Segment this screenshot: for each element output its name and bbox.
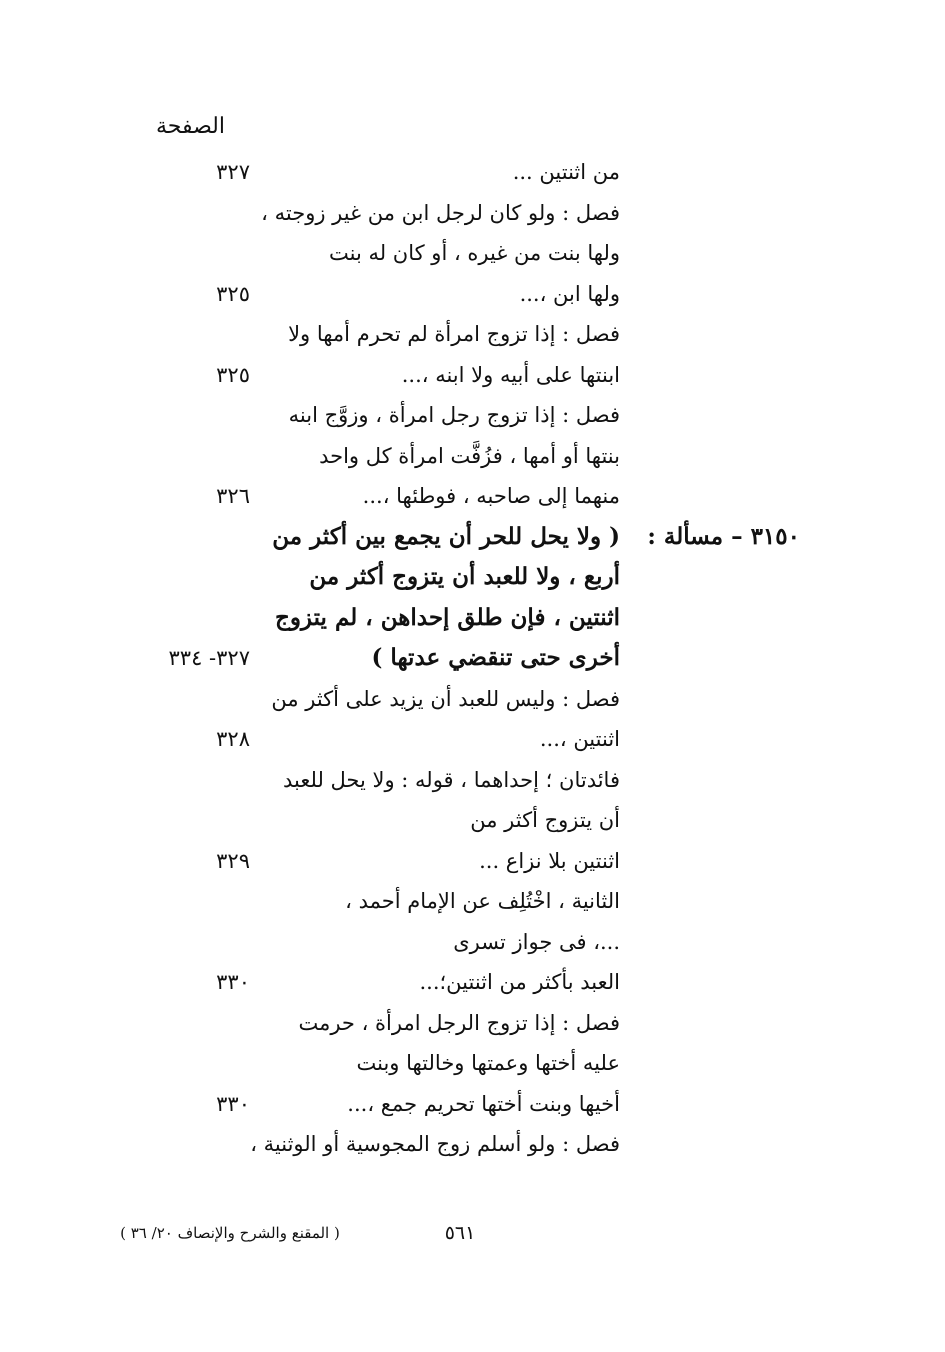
index-entry-text: بنتها أو أمها ، فزُفَّت امرأة كل واحد xyxy=(319,443,620,468)
index-entry-text: اثنتين ،... xyxy=(539,727,620,751)
issue-number: ٣١٥٠ – مسألة : xyxy=(647,522,800,550)
index-entries xyxy=(0,152,945,1165)
index-page-ref: ٣٢٦ xyxy=(216,484,250,508)
index-line xyxy=(0,233,945,274)
index-entry-text: أخيها وبنت أختها تحريم جمع ،... xyxy=(347,1091,620,1116)
index-line xyxy=(0,476,945,517)
index-entry-text: أن يتزوج أكثر من xyxy=(470,808,620,832)
index-entry-text: ولها بنت من غيره ، أو كان له بنت xyxy=(329,241,620,265)
index-entry-text: فصل : ولو كان لرجل ابن من غير زوجته ، xyxy=(261,200,620,225)
index-line xyxy=(0,436,945,477)
index-line xyxy=(0,557,945,598)
index-entry-text: عليه أختها وعمتها وخالتها وبنت xyxy=(356,1051,620,1075)
index-line xyxy=(0,1003,945,1044)
index-line xyxy=(0,841,945,882)
index-entry-text: اثنتين ، فإن طلق إحداهن ، لم يتزوج xyxy=(274,603,620,631)
index-entry-text: ابنتها على أبيه ولا ابنه ،... xyxy=(401,362,620,387)
index-entry-text: الثانية ، اخْتُلِف عن الإمام أحمد ، xyxy=(345,889,620,913)
index-line xyxy=(0,1084,945,1125)
index-entry-text: ( ولا يحل للحر أن يجمع بين أكثر من xyxy=(272,522,620,550)
index-line xyxy=(0,395,945,436)
source-reference: ( المقنع والشرح والإنصاف ٢٠/ ٣٦ ) xyxy=(120,1224,340,1242)
index-entry-text: أربع ، ولا للعبد أن يتزوج أكثر من xyxy=(309,563,620,590)
index-entry-text: العبد بأكثر من اثنتين؛... xyxy=(419,970,620,994)
index-line xyxy=(0,1043,945,1084)
index-entry-text: اثنتين بلا نزاع ... xyxy=(479,848,620,873)
index-entry-text: فصل : إذا تزوج امرأة لم تحرم أمها ولا xyxy=(288,322,620,346)
index-line xyxy=(0,314,945,355)
index-line xyxy=(0,800,945,841)
index-entry-text: أخرى حتى تنقضي عدتها ) xyxy=(371,644,620,671)
page-footer xyxy=(0,1218,945,1248)
index-entry-text: ...، فى جواز تسرى xyxy=(453,929,620,954)
index-line xyxy=(0,1124,945,1165)
index-page-ref: ٣٢٥ xyxy=(216,362,250,387)
index-page-ref: ٣٣٠ xyxy=(216,970,250,994)
page-number: ٥٦١ xyxy=(444,1222,476,1244)
index-entry-text: فصل : إذا تزوج رجل امرأة ، وزوَّج ابنه xyxy=(288,403,620,427)
index-line xyxy=(0,638,945,679)
index-line xyxy=(0,152,945,193)
index-page-ref: ٣٢٧- ٣٣٤ xyxy=(168,646,250,670)
index-line xyxy=(0,274,945,315)
page-column-header: الصفحة xyxy=(155,114,225,139)
index-line xyxy=(0,719,945,760)
index-entry-text: ولها ابن ،... xyxy=(519,281,620,306)
index-entry-text: منهما إلى صاحبه ، فوطئها ،... xyxy=(362,484,620,508)
index-line xyxy=(0,760,945,801)
index-page-ref: ٣٢٥ xyxy=(216,281,250,306)
index-entry-text: فصل : وليس للعبد أن يزيد على أكثر من xyxy=(271,686,620,711)
index-page-ref: ٣٣٠ xyxy=(216,1091,250,1116)
index-entry-text: من اثنتين ... xyxy=(512,160,620,184)
index-entry-text: فائدتان ؛ إحداهما ، قوله : ولا يحل للعبد xyxy=(283,767,620,792)
index-page-ref: ٣٢٨ xyxy=(216,727,250,751)
index-line xyxy=(0,355,945,396)
index-line xyxy=(0,962,945,1003)
index-line xyxy=(0,881,945,922)
index-line xyxy=(0,922,945,963)
index-line xyxy=(0,517,945,558)
index-entry-text: فصل : إذا تزوج الرجل امرأة ، حرمت xyxy=(298,1010,620,1035)
index-line xyxy=(0,193,945,234)
index-line xyxy=(0,598,945,639)
index-entry-text: فصل : ولو أسلم زوج المجوسية أو الوثنية ، xyxy=(250,1132,620,1156)
index-page-ref: ٣٢٩ xyxy=(216,848,250,873)
index-line xyxy=(0,679,945,720)
index-page-ref: ٣٢٧ xyxy=(216,160,250,184)
